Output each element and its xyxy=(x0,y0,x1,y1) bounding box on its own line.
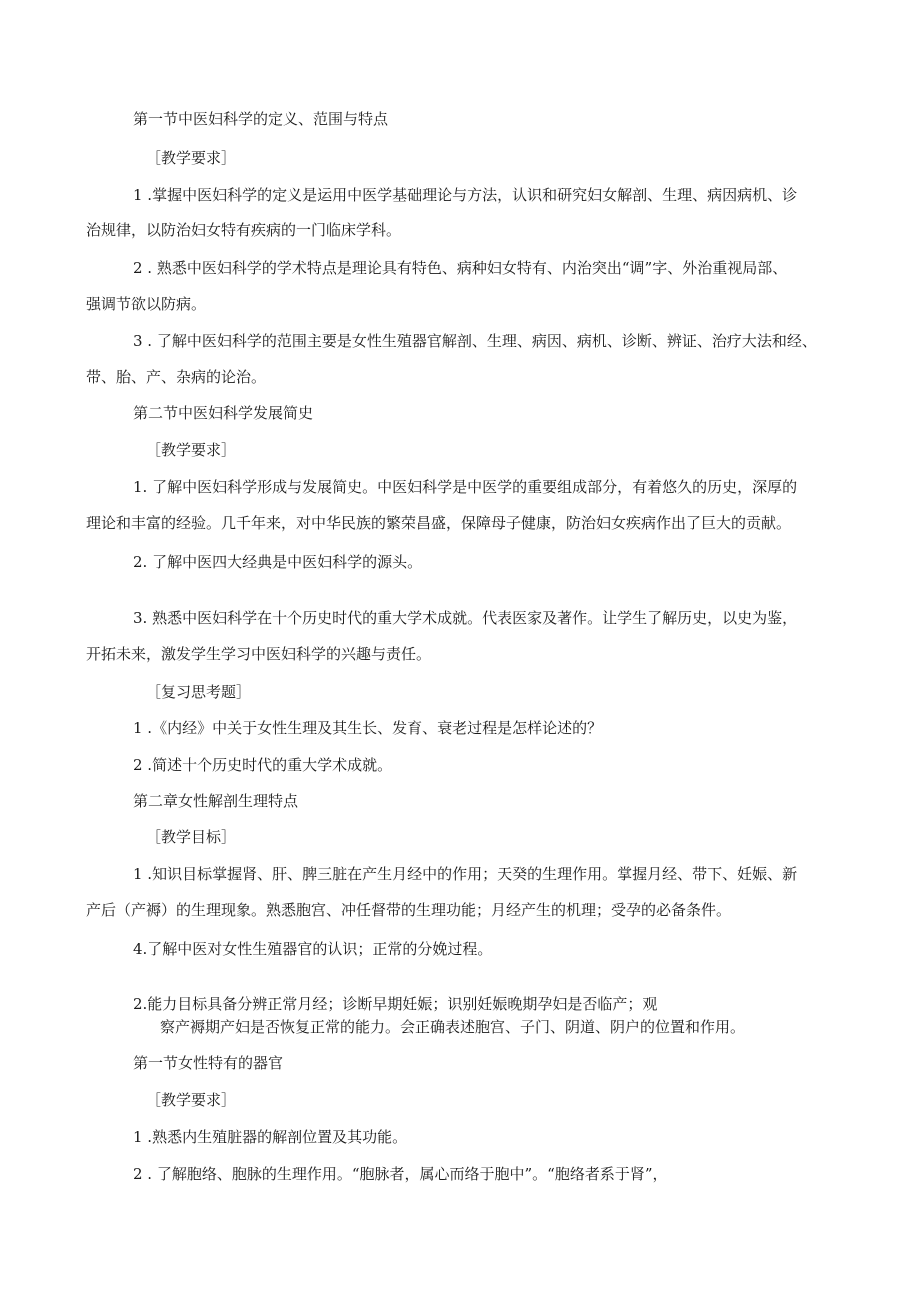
section-heading: 第二节中医妇科学发展简史 xyxy=(133,404,314,422)
paragraph-line: 2. 了解中医四大经典是中医妇科学的源头。 xyxy=(133,553,423,571)
bracket-heading: ［教学要求］ xyxy=(146,441,237,459)
bracket-heading: ［教学目标］ xyxy=(146,828,237,846)
section-heading: 第一节中医妇科学的定义、范围与特点 xyxy=(133,110,389,128)
paragraph-line: 产后（产褥）的生理现象。熟悉胞宫、冲任督带的生理功能；月经产生的机理；受孕的必备条件。 xyxy=(86,901,732,919)
paragraph-line: 3 . 了解中医妇科学的范围主要是女性生殖器官解剖、生理、病因、病机、诊断、辨证、治疗大法和经、 xyxy=(133,332,817,350)
paragraph-line: 治规律，以防治妇女特有疾病的一门临床学科。 xyxy=(86,221,402,239)
paragraph-line: 理论和丰富的经验。几千年来，对中华民族的繁荣昌盛，保障母子健康，防治妇女疾病作出了巨大的贡献。 xyxy=(86,514,792,532)
paragraph-line: 4.了解中医对女性生殖器官的认识；正常的分娩过程。 xyxy=(133,940,493,958)
paragraph-line: 察产褥期产妇是否恢复正常的能力。会正确表述胞宫、子门、阴道、阴户的位置和作用。 xyxy=(160,1018,746,1036)
section-heading: 第一节女性特有的器官 xyxy=(133,1054,284,1072)
chapter-heading: 第二章女性解剖生理特点 xyxy=(133,792,299,810)
bracket-heading: ［教学要求］ xyxy=(146,149,237,167)
paragraph-line: 2 .简述十个历史时代的重大学术成就。 xyxy=(133,756,393,774)
paragraph-line: 2 . 熟悉中医妇科学的学术特点是理论具有特色、病种妇女特有、内治突出“调”字、外治重视局部、 xyxy=(133,259,788,277)
paragraph-line: 开拓未来，激发学生学习中医妇科学的兴趣与责任。 xyxy=(86,645,432,663)
bracket-heading: ［复习思考题］ xyxy=(146,683,252,701)
paragraph-line: 2.能力目标具备分辨正常月经；诊断早期妊娠；识别妊娠晚期孕妇是否临产；观 xyxy=(133,995,658,1013)
bracket-heading: ［教学要求］ xyxy=(146,1091,237,1109)
paragraph-line: 1 .熟悉内生殖脏器的解剖位置及其功能。 xyxy=(133,1128,408,1146)
paragraph-line: 1 .知识目标掌握肾、肝、脾三脏在产生月经中的作用；天癸的生理作用。掌握月经、带下、妊娠、新 xyxy=(133,865,798,883)
paragraph-line: 3. 熟悉中医妇科学在十个历史时代的重大学术成就。代表医家及著作。让学生了解历史，以史为鉴， xyxy=(133,609,798,627)
paragraph-line: 1 .掌握中医妇科学的定义是运用中医学基础理论与方法，认识和研究妇女解剖、生理、病因病机、诊 xyxy=(133,186,798,204)
paragraph-line: 1. 了解中医妇科学形成与发展简史。中医妇科学是中医学的重要组成部分，有着悠久的历史，深厚的 xyxy=(133,478,798,496)
paragraph-line: 强调节欲以防病。 xyxy=(86,295,207,313)
paragraph-line: 2 . 了解胞络、胞脉的生理作用。“胞脉者，属心而络于胞中”。“胞络者系于肾”， xyxy=(133,1165,668,1183)
paragraph-line: 1 .《内经》中关于女性生理及其生长、发育、衰老过程是怎样论述的？ xyxy=(133,719,603,737)
paragraph-line: 带、胎、产、杂病的论治。 xyxy=(86,368,267,386)
